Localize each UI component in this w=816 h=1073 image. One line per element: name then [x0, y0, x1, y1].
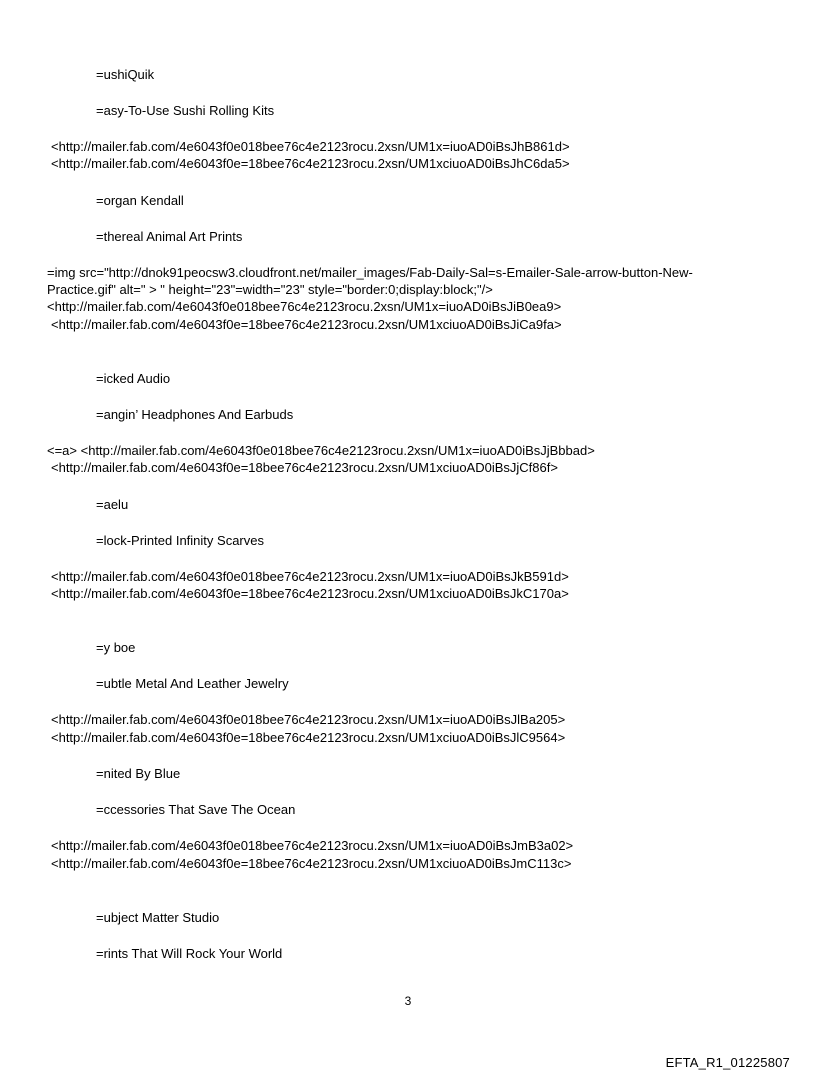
link-line: <http://mailer.fab.com/4e6043f0e=18bee76c4e2123rocu.2xsn/UM1xciuoAD0iBsJkC170a> — [51, 586, 569, 601]
document-id: EFTA_R1_01225807 — [665, 1055, 790, 1070]
product-tagline: =ubtle Metal And Leather Jewelry — [96, 676, 289, 691]
page-number: 3 — [404, 994, 412, 1008]
product-tagline: =ccessories That Save The Ocean — [96, 802, 296, 817]
link-line: <http://mailer.fab.com/4e6043f0e=18bee76c4e2123rocu.2xsn/UM1xciuoAD0iBsJiCa9fa> — [51, 317, 562, 332]
product-tagline: =asy-To-Use Sushi Rolling Kits — [96, 103, 275, 118]
brand-name: =aelu — [96, 497, 129, 512]
brand-name: =ubject Matter Studio — [96, 910, 220, 925]
product-tagline: =thereal Animal Art Prints — [96, 229, 243, 244]
product-tagline: =lock-Printed Infinity Scarves — [96, 533, 264, 548]
brand-name: =y boe — [96, 640, 136, 655]
link-line: <http://mailer.fab.com/4e6043f0e018bee76c4e2123rocu.2xsn/UM1x=iuoAD0iBsJkB591d> — [51, 569, 569, 584]
link-line: <http://mailer.fab.com/4e6043f0e=18bee76c4e2123rocu.2xsn/UM1xciuoAD0iBsJmC113c> — [51, 856, 572, 871]
product-tagline: =rints That Will Rock Your World — [96, 946, 283, 961]
link-line: <http://mailer.fab.com/4e6043f0e=18bee76c4e2123rocu.2xsn/UM1xciuoAD0iBsJlC9564> — [51, 730, 566, 745]
brand-name: =organ Kendall — [96, 193, 184, 208]
link-line: <http://mailer.fab.com/4e6043f0e018bee76c4e2123rocu.2xsn/UM1x=iuoAD0iBsJiB0ea9> — [47, 299, 562, 314]
link-line: <http://mailer.fab.com/4e6043f0e018bee76c4e2123rocu.2xsn/UM1x=iuoAD0iBsJlBa205> — [51, 712, 566, 727]
brand-name: =ushiQuik — [96, 67, 155, 82]
link-line: <http://mailer.fab.com/4e6043f0e=18bee76c4e2123rocu.2xsn/UM1xciuoAD0iBsJjCf86f> — [51, 460, 558, 475]
link-line: <http://mailer.fab.com/4e6043f0e018bee76c4e2123rocu.2xsn/UM1x=iuoAD0iBsJhB861d> — [51, 139, 570, 154]
img-tag-line: =img src="http://dnok91peocsw3.cloudfront.net/mailer_images/Fab-Daily-Sal=s-Emailer-Sale-arrow-button-New- — [47, 265, 693, 280]
brand-name: =nited By Blue — [96, 766, 181, 781]
img-tag-line: Practice.gif" alt=" > " height="23"=width="23" style="border:0;display:block;"/> — [47, 282, 493, 297]
link-line: <http://mailer.fab.com/4e6043f0e018bee76c4e2123rocu.2xsn/UM1x=iuoAD0iBsJmB3a02> — [51, 838, 574, 853]
brand-name: =icked Audio — [96, 371, 171, 386]
product-tagline: =angin’ Headphones And Earbuds — [96, 407, 294, 422]
link-line: <http://mailer.fab.com/4e6043f0e=18bee76c4e2123rocu.2xsn/UM1xciuoAD0iBsJhC6da5> — [51, 156, 570, 171]
link-line: <=a> <http://mailer.fab.com/4e6043f0e018bee76c4e2123rocu.2xsn/UM1x=iuoAD0iBsJjBbbad> — [47, 443, 595, 458]
